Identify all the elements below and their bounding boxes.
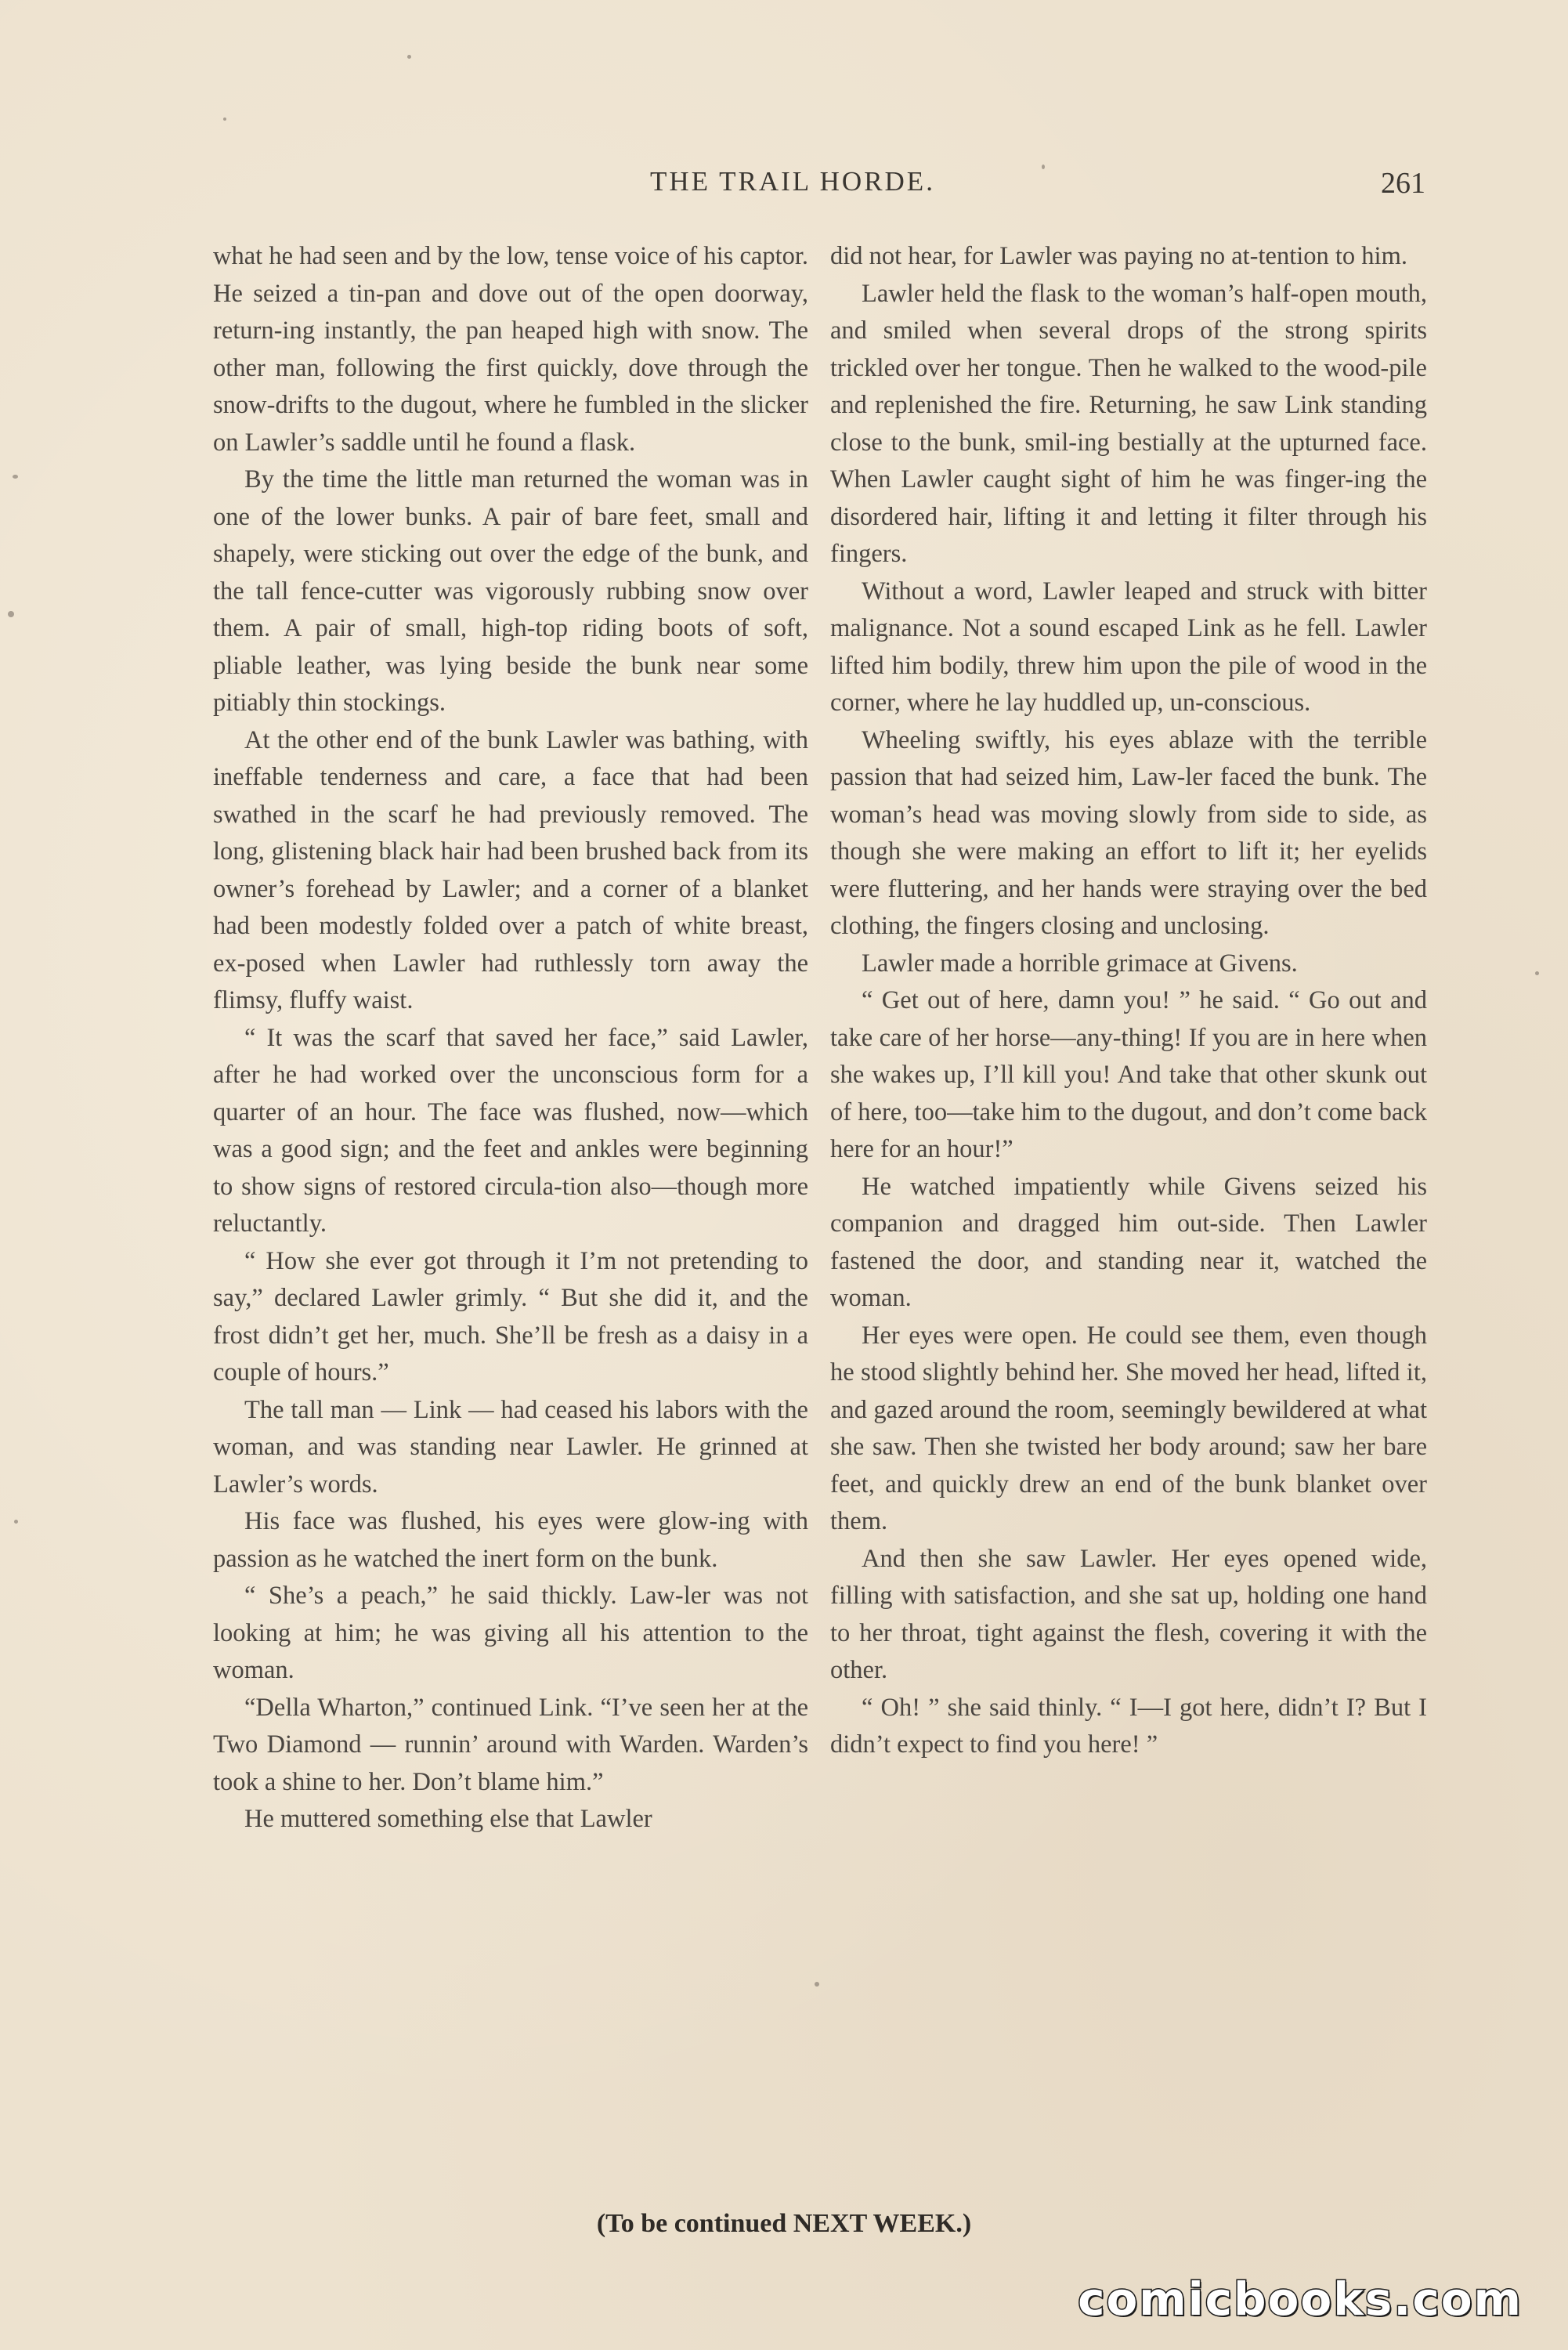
running-title: THE TRAIL HORDE. (650, 166, 935, 197)
paragraph: Wheeling swiftly, his eyes ablaze with the terrible passion that had seized him, Law-ler faced the bunk. The woman’s head was moving slowly from side to side, as though she were making an effort to lift it; her eyelids were fluttering, and her hands were straying over the bed clothing, the fingers closing and unclosing. (830, 725, 1427, 940)
paragraph: And then she saw Lawler. Her eyes opened wide, filling with satisfaction, and she sat up, holding one hand to her throat, tight against the flesh, covering it with the other. (830, 1544, 1427, 1684)
paragraph: Her eyes were open. He could see them, even though he stood slightly behind her. She moved her head, lifted it, and gazed around the room, seemingly bewildered at what she saw. Then she twisted her body around; saw her bare feet, and quickly drew an end of the bunk blanket over them. (830, 1321, 1427, 1535)
paragraph: Without a word, Lawler leaped and struck with bitter malignance. Not a sound escaped Link as he fell. Lawler lifted him bodily, threw him upon the pile of wood in the corner, where he lay huddled up, un-conscious. (830, 577, 1427, 717)
paragraph: “ Get out of here, damn you! ” he said. “ Go out and take care of her horse—any-thing! If you are in here when she wakes up, I’ll kill you! And take that other skunk out of here, too—take him to the dugout, and don’t come back here for an hour!” (830, 986, 1427, 1163)
paragraph: Lawler held the flask to the woman’s half-open mouth, and smiled when several drops of the strong spirits trickled over her tongue. Then he walked to the wood-pile and replenished the fire. Returning, he saw Link standing close to the bunk, smil-ing bestially at the upturned face. When Lawler caught sight of him he was finger-ing the disordered hair, lifting it and letting it filter through his fingers. (830, 279, 1427, 568)
paragraph: At the other end of the bunk Lawler was bathing, with ineffable tenderness and care, a face that had been swathed in the scarf he had previously removed. The long, glistening black hair had been brushed back from its owner’s forehead by Lawler; and a corner of a blanket had been modestly folded over a patch of white breast, ex-posed when Lawler had ruthlessly torn away the flimsy, fluffy waist. (213, 725, 808, 1014)
left-column (213, 238, 808, 1838)
paragraph: His face was flushed, his eyes were glow-ing with passion as he watched the inert form on the bunk. (213, 1507, 808, 1573)
paragraph: He muttered something else that Lawler (244, 1805, 652, 1833)
paragraph: “ It was the scarf that saved her face,” said Lawler, after he had worked over the unconscious form for a quarter of an hour. The face was flushed, now—which was a good sign; and the feet and ankles were beginning to show signs of restored circula-tion also—though more reluctantly. (213, 1023, 808, 1238)
continued-note: (To be continued NEXT WEEK.) (596, 2209, 972, 2238)
paper-speck (223, 118, 226, 121)
paragraph: Lawler made a horrible grimace at Givens. (862, 949, 1298, 978)
paper-speck (1042, 164, 1045, 169)
paper-speck (407, 55, 411, 59)
paragraph: He watched impatiently while Givens seized his companion and dragged him out-side. Then Lawler fastened the door, and standing near it, watched the woman. (830, 1172, 1427, 1312)
paragraph: By the time the little man returned the woman was in one of the lower bunks. A pair of bare feet, small and shapely, were sticking out over the edge of the bunk, and the tall fence-cutter was vigorously rubbing snow over them. A pair of small, high-top riding boots of soft, pliable leather, was lying beside the bunk near some pitiably thin stockings. (213, 465, 808, 717)
paper-speck (1535, 971, 1539, 975)
right-column (830, 238, 1427, 1764)
watermark-logo: comicbooks.com (1078, 2272, 1523, 2326)
paper-speck (13, 475, 18, 479)
paper-speck (8, 611, 14, 617)
paragraph: “ She’s a peach,” he said thickly. Law-ler was not looking at him; he was giving all his attention to the woman. (213, 1582, 808, 1684)
paragraph: The tall man — Link — had ceased his labors with the woman, and was standing near Lawler. He grinned at Lawler’s words. (213, 1395, 808, 1499)
paragraph: “ How she ever got through it I’m not pretending to say,” declared Lawler grimly. “ But she did it, and the frost didn’t get her, much. She’ll be fresh as a daisy in a couple of hours.” (213, 1246, 808, 1386)
page-number: 261 (1381, 167, 1425, 200)
paper-speck (815, 1982, 819, 1987)
paper-speck (14, 1520, 18, 1524)
paragraph: what he had seen and by the low, tense voice of his captor. He seized a tin-pan and dove out of the open doorway, return-ing instantly, the pan heaped high with snow. The other man, following the first quickly, dove through the snow-drifts to the dugout, where he fumbled in the slicker on Lawler’s saddle until he found a flask. (213, 242, 808, 457)
paragraph: did not hear, for Lawler was paying no at-tention to him. (830, 242, 1407, 270)
paragraph: “Della Wharton,” continued Link. “I’ve seen her at the Two Diamond — runnin’ around with Warden. Warden’s took a shine to her. Don’t blame him.” (213, 1693, 808, 1796)
page-header (211, 166, 1425, 213)
paragraph: “ Oh! ” she said thinly. “ I—I got here, didn’t I? But I didn’t expect to find you here! ” (830, 1693, 1427, 1759)
